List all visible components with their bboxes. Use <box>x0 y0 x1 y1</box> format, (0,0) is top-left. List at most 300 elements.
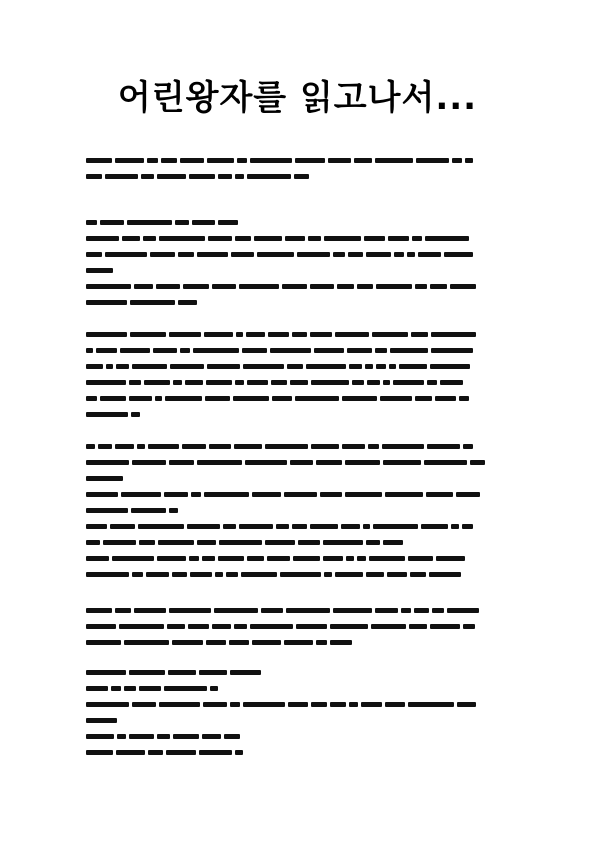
text-stroke <box>383 540 403 545</box>
text-stroke <box>86 686 108 691</box>
text-stroke <box>427 380 437 385</box>
text-stroke <box>330 640 352 645</box>
text-stroke <box>204 332 233 337</box>
text-stroke <box>357 556 366 561</box>
text-stroke <box>373 524 418 529</box>
text-stroke <box>86 268 113 273</box>
paragraph <box>86 324 518 420</box>
text-stroke <box>337 284 354 289</box>
text-stroke <box>409 624 427 629</box>
text-stroke <box>440 380 463 385</box>
text-stroke <box>239 284 279 289</box>
text-stroke <box>354 158 372 163</box>
text-stroke <box>150 252 175 257</box>
text-stroke <box>470 460 485 465</box>
text-stroke <box>137 444 145 449</box>
text-stroke <box>116 750 145 755</box>
text-stroke <box>234 624 247 629</box>
text-stroke <box>86 348 93 353</box>
text-stroke <box>236 332 243 337</box>
text-stroke <box>96 348 117 353</box>
text-stroke <box>444 252 473 257</box>
text-stroke <box>199 750 232 755</box>
text-stroke <box>180 348 190 353</box>
text-stroke <box>235 174 244 179</box>
text-stroke <box>382 444 424 449</box>
text-stroke <box>285 236 305 241</box>
text-stroke <box>335 572 363 577</box>
text-stroke <box>86 608 112 613</box>
text-stroke <box>190 572 212 577</box>
text-stroke <box>390 348 428 353</box>
text-stroke <box>431 348 473 353</box>
text-line <box>86 532 518 545</box>
text-stroke <box>265 444 308 449</box>
text-line <box>86 356 518 369</box>
text-stroke <box>202 734 221 739</box>
text-stroke <box>268 332 289 337</box>
text-line <box>86 228 518 241</box>
text-stroke <box>168 670 196 675</box>
text-stroke <box>172 572 187 577</box>
text-stroke <box>129 734 154 739</box>
text-stroke <box>215 572 223 577</box>
text-stroke <box>120 348 150 353</box>
text-stroke <box>252 640 281 645</box>
paragraph <box>86 436 518 580</box>
text-stroke <box>287 364 303 369</box>
text-stroke <box>218 174 232 179</box>
text-stroke <box>243 702 285 707</box>
text-stroke <box>407 252 415 257</box>
text-stroke <box>86 702 129 707</box>
text-stroke <box>86 572 129 577</box>
text-stroke <box>183 284 209 289</box>
text-stroke <box>272 396 292 401</box>
text-stroke <box>388 236 409 241</box>
text-stroke <box>431 332 476 337</box>
text-stroke <box>199 670 227 675</box>
text-stroke <box>182 444 206 449</box>
text-stroke <box>86 284 131 289</box>
text-stroke <box>401 608 411 613</box>
text-stroke <box>320 492 342 497</box>
text-stroke <box>385 492 423 497</box>
text-line <box>86 694 518 707</box>
text-stroke <box>122 236 140 241</box>
text-stroke <box>86 640 121 645</box>
text-stroke <box>328 158 351 163</box>
text-stroke <box>330 624 368 629</box>
text-stroke <box>116 364 129 369</box>
text-stroke <box>212 624 231 629</box>
text-stroke <box>383 380 390 385</box>
text-stroke <box>223 524 236 529</box>
text-stroke <box>226 572 238 577</box>
text-stroke <box>234 444 262 449</box>
text-stroke <box>411 332 428 337</box>
text-stroke <box>86 540 100 545</box>
text-stroke <box>265 540 295 545</box>
text-stroke <box>86 236 119 241</box>
text-stroke <box>418 252 441 257</box>
text-stroke <box>421 524 448 529</box>
text-stroke <box>245 460 287 465</box>
text-stroke <box>206 380 232 385</box>
text-stroke <box>297 252 330 257</box>
text-stroke <box>86 492 118 497</box>
text-stroke <box>361 702 382 707</box>
text-stroke <box>157 174 186 179</box>
text-stroke <box>86 412 128 417</box>
text-stroke <box>276 524 289 529</box>
text-stroke <box>86 556 109 561</box>
text-stroke <box>306 364 346 369</box>
text-stroke <box>250 158 292 163</box>
text-stroke <box>103 540 136 545</box>
text-stroke <box>235 236 251 241</box>
text-stroke <box>298 540 320 545</box>
text-line <box>86 632 518 645</box>
text-stroke <box>288 702 308 707</box>
text-stroke <box>425 236 469 241</box>
text-stroke <box>159 702 200 707</box>
text-stroke <box>141 174 154 179</box>
text-line <box>86 340 518 353</box>
text-stroke <box>132 702 156 707</box>
text-stroke <box>430 624 460 629</box>
text-stroke <box>106 364 113 369</box>
text-stroke <box>323 556 343 561</box>
text-stroke <box>311 380 349 385</box>
text-stroke <box>342 444 365 449</box>
text-stroke <box>284 640 313 645</box>
text-stroke <box>86 524 107 529</box>
text-stroke <box>105 174 138 179</box>
text-stroke <box>207 364 240 369</box>
text-stroke <box>349 702 358 707</box>
text-stroke <box>372 332 408 337</box>
text-stroke <box>335 332 369 337</box>
text-stroke <box>188 624 209 629</box>
text-stroke <box>254 236 282 241</box>
text-stroke <box>206 640 226 645</box>
text-stroke <box>86 332 127 337</box>
text-stroke <box>165 396 202 401</box>
text-stroke <box>169 608 211 613</box>
text-line <box>86 372 518 385</box>
text-stroke <box>363 524 370 529</box>
text-stroke <box>366 252 391 257</box>
text-stroke <box>86 476 123 481</box>
text-stroke <box>429 572 461 577</box>
text-stroke <box>111 686 121 691</box>
text-stroke <box>86 396 97 401</box>
text-stroke <box>105 252 147 257</box>
text-stroke <box>127 220 172 225</box>
text-stroke <box>197 460 242 465</box>
text-stroke <box>316 640 327 645</box>
text-stroke <box>426 492 453 497</box>
text-stroke <box>364 236 385 241</box>
text-line <box>86 404 518 417</box>
text-stroke <box>146 572 169 577</box>
text-stroke <box>169 332 201 337</box>
text-stroke <box>457 702 476 707</box>
text-stroke <box>117 734 126 739</box>
text-stroke <box>250 624 293 629</box>
text-stroke <box>86 734 114 739</box>
text-stroke <box>86 670 126 675</box>
text-stroke <box>367 380 380 385</box>
text-stroke <box>408 556 433 561</box>
text-stroke <box>129 396 152 401</box>
text-stroke <box>212 284 236 289</box>
text-stroke <box>247 556 264 561</box>
text-stroke <box>130 332 166 337</box>
text-stroke <box>134 608 166 613</box>
text-stroke <box>348 252 363 257</box>
text-stroke <box>148 750 163 755</box>
text-stroke <box>86 508 128 513</box>
text-stroke <box>98 444 112 449</box>
text-line <box>86 388 518 401</box>
text-stroke <box>239 524 273 529</box>
text-stroke <box>383 460 421 465</box>
text-stroke <box>203 702 227 707</box>
text-stroke <box>218 556 244 561</box>
text-line <box>86 452 518 465</box>
text-stroke <box>452 158 462 163</box>
text-stroke <box>295 396 339 401</box>
text-line <box>86 742 518 755</box>
text-stroke <box>121 492 161 497</box>
text-stroke <box>270 348 311 353</box>
text-stroke <box>235 750 243 755</box>
text-stroke <box>230 702 240 707</box>
text-line <box>86 292 518 305</box>
paragraph <box>86 662 518 758</box>
text-stroke <box>112 556 154 561</box>
text-stroke <box>352 380 364 385</box>
text-stroke <box>138 524 184 529</box>
text-stroke <box>166 750 196 755</box>
text-stroke <box>376 284 412 289</box>
text-stroke <box>167 624 185 629</box>
text-stroke <box>310 332 332 337</box>
text-stroke <box>207 158 234 163</box>
text-stroke <box>435 396 456 401</box>
text-stroke <box>247 380 268 385</box>
text-stroke <box>310 524 338 529</box>
text-stroke <box>292 332 307 337</box>
text-stroke <box>375 608 398 613</box>
text-stroke <box>185 380 203 385</box>
text-stroke <box>375 158 413 163</box>
text-stroke <box>197 540 216 545</box>
text-stroke <box>357 284 373 289</box>
text-stroke <box>316 460 342 465</box>
text-stroke <box>100 396 126 401</box>
text-stroke <box>237 158 247 163</box>
text-stroke <box>191 492 201 497</box>
text-stroke <box>86 444 95 449</box>
text-stroke <box>290 380 308 385</box>
text-stroke <box>187 524 220 529</box>
text-stroke <box>366 572 384 577</box>
text-stroke <box>86 380 126 385</box>
text-stroke <box>132 364 167 369</box>
text-stroke <box>170 364 204 369</box>
text-stroke <box>205 396 230 401</box>
text-stroke <box>324 572 332 577</box>
text-line <box>86 662 518 675</box>
text-stroke <box>375 348 387 353</box>
text-stroke <box>86 220 97 225</box>
text-stroke <box>153 348 177 353</box>
text-stroke <box>368 444 379 449</box>
text-line <box>86 150 518 163</box>
text-stroke <box>376 364 386 369</box>
text-stroke <box>427 444 460 449</box>
paragraph <box>86 212 518 308</box>
text-stroke <box>229 640 249 645</box>
text-stroke <box>314 348 344 353</box>
text-stroke <box>282 284 307 289</box>
text-stroke <box>202 556 215 561</box>
text-stroke <box>115 608 131 613</box>
text-line <box>86 260 518 273</box>
text-line <box>86 616 518 629</box>
text-stroke <box>311 702 327 707</box>
text-line <box>86 484 518 497</box>
text-line <box>86 516 518 529</box>
text-stroke <box>173 380 182 385</box>
text-stroke <box>218 220 238 225</box>
text-stroke <box>243 364 284 369</box>
text-stroke <box>261 608 283 613</box>
text-stroke <box>323 540 363 545</box>
text-stroke <box>129 380 141 385</box>
text-stroke <box>410 572 426 577</box>
text-stroke <box>233 396 269 401</box>
text-stroke <box>110 524 135 529</box>
text-stroke <box>345 460 380 465</box>
text-stroke <box>385 702 405 707</box>
text-stroke <box>293 556 320 561</box>
text-stroke <box>86 750 113 755</box>
text-stroke <box>424 460 467 465</box>
text-stroke <box>157 734 170 739</box>
text-stroke <box>286 608 330 613</box>
text-stroke <box>456 492 480 497</box>
text-stroke <box>169 460 194 465</box>
text-stroke <box>463 624 475 629</box>
text-line <box>86 710 518 723</box>
text-stroke <box>158 540 194 545</box>
text-stroke <box>139 686 161 691</box>
text-stroke <box>119 624 164 629</box>
text-stroke <box>100 220 124 225</box>
text-stroke <box>241 572 277 577</box>
text-stroke <box>280 572 321 577</box>
text-line <box>86 500 518 513</box>
text-line <box>86 324 518 337</box>
text-stroke <box>252 492 281 497</box>
text-stroke <box>115 158 144 163</box>
text-line <box>86 600 518 613</box>
text-stroke <box>178 252 194 257</box>
text-stroke <box>246 332 265 337</box>
text-stroke <box>369 556 405 561</box>
text-stroke <box>210 686 218 691</box>
paragraph <box>86 600 518 648</box>
text-stroke <box>230 670 261 675</box>
text-stroke <box>294 174 309 179</box>
text-stroke <box>310 284 334 289</box>
text-stroke <box>349 364 362 369</box>
text-stroke <box>399 364 427 369</box>
text-stroke <box>131 508 166 513</box>
text-stroke <box>257 252 294 257</box>
text-stroke <box>86 364 103 369</box>
text-stroke <box>131 412 140 417</box>
text-stroke <box>292 524 307 529</box>
paragraph <box>86 150 518 182</box>
text-stroke <box>157 556 186 561</box>
text-stroke <box>389 364 396 369</box>
text-stroke <box>224 734 240 739</box>
text-stroke <box>342 396 377 401</box>
text-line <box>86 678 518 691</box>
text-stroke <box>178 300 197 305</box>
text-line <box>86 212 518 225</box>
text-stroke <box>447 608 479 613</box>
text-stroke <box>214 608 258 613</box>
text-stroke <box>209 444 231 449</box>
text-stroke <box>271 380 287 385</box>
text-stroke <box>115 444 134 449</box>
text-stroke <box>189 174 215 179</box>
text-stroke <box>346 556 354 561</box>
text-stroke <box>430 284 447 289</box>
text-stroke <box>192 220 215 225</box>
text-stroke <box>86 252 102 257</box>
text-stroke <box>208 236 232 241</box>
text-stroke <box>463 444 473 449</box>
text-stroke <box>247 174 291 179</box>
text-stroke <box>451 524 459 529</box>
text-stroke <box>290 460 313 465</box>
text-stroke <box>164 492 188 497</box>
text-stroke <box>124 686 136 691</box>
text-stroke <box>380 396 412 401</box>
text-stroke <box>393 380 424 385</box>
text-stroke <box>387 572 407 577</box>
text-stroke <box>193 348 239 353</box>
text-stroke <box>219 540 262 545</box>
text-stroke <box>86 174 102 179</box>
text-stroke <box>175 220 189 225</box>
text-stroke <box>366 540 380 545</box>
text-line <box>86 548 518 561</box>
text-stroke <box>414 608 429 613</box>
text-stroke <box>197 252 228 257</box>
text-stroke <box>144 380 170 385</box>
text-stroke <box>169 508 178 513</box>
text-stroke <box>172 640 203 645</box>
text-stroke <box>139 540 155 545</box>
